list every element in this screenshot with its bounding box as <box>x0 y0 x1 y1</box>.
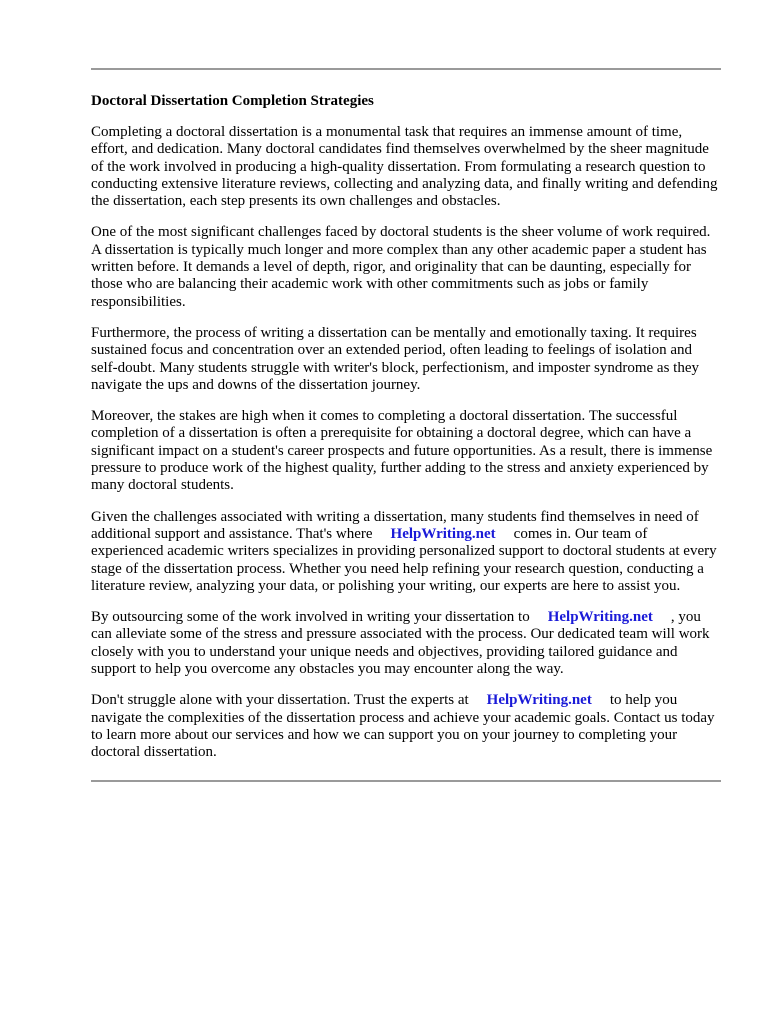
paragraph-7-text-before: Don't struggle alone with your dissertation. Trust the experts at <box>91 692 469 709</box>
paragraph-7 <box>91 692 721 761</box>
document-page <box>91 0 721 782</box>
document-title: Doctoral Dissertation Completion Strategies <box>91 93 374 109</box>
paragraph-6-text-after: , you can alleviate some of the stress and pressure associated with the process. Our dedicated team will work closely with you to understand your unique needs and objectives, providing tailored guidance and support to help you overcome any obstacles you may encounter along the way. <box>91 609 710 678</box>
paragraph-5-text-after: comes in. Our team of experienced academic writers specializes in providing personalized support to doctoral students at every stage of the dissertation process. Whether you need help refining your research question, conducting a literature review, analyzing your data, or polishing your writing, our experts are here to assist you. <box>91 525 717 594</box>
paragraph-7-text-after: to help you navigate the complexities of the dissertation process and achieve your academic goals. Contact us today to learn more about our services and how we can support you on your journey to completing your doctoral dissertation. <box>91 692 715 761</box>
bottom-divider <box>91 780 721 782</box>
top-divider <box>91 68 721 70</box>
paragraph-3: Furthermore, the process of writing a dissertation can be mentally and emotionally taxing. It requires sustained focus and concentration over an extended period, often leading to feelings of isolation and self-doubt. Many students struggle with writer's block, perfectionism, and imposter syndrome as they navigate the ups and downs of the dissertation journey. <box>91 324 700 393</box>
paragraph-6 <box>91 609 721 678</box>
helpwriting-link-1[interactable]: HelpWriting.net <box>390 525 496 542</box>
paragraph-4: Moreover, the stakes are high when it comes to completing a doctoral dissertation. The successful completion of a dissertation is often a prerequisite for obtaining a doctoral degree, which can have a significant impact on a student's career prospects and future opportunities. As a result, there is immense pressure to produce work of the highest quality, further adding to the stress and anxiety experienced by many doctoral students. <box>91 408 713 494</box>
paragraph-5-text-before: Given the challenges associated with writing a dissertation, many students find themselves in need of additional support and assistance. That's where <box>91 508 699 542</box>
paragraph-5 <box>91 509 721 595</box>
helpwriting-link-2[interactable]: HelpWriting.net <box>547 609 653 626</box>
paragraph-1: Completing a doctoral dissertation is a monumental task that requires an immense amount of time, effort, and dedication. Many doctoral candidates find themselves overwhelmed by the sheer magnitude of the work involved in producing a high-quality dissertation. From formulating a research question to conducting extensive literature reviews, collecting and analyzing data, and finally writing and defending the dissertation, each step presents its own challenges and obstacles. <box>91 124 718 210</box>
helpwriting-link-3[interactable]: HelpWriting.net <box>486 692 592 709</box>
paragraph-2: One of the most significant challenges faced by doctoral students is the sheer volume of work required. A dissertation is typically much longer and more complex than any other academic paper a student has written before. It demands a level of depth, rigor, and originality that can be daunting, especially for those who are balancing their academic work with other commitments such as jobs or family responsibilities. <box>91 224 711 310</box>
paragraph-6-text-before: By outsourcing some of the work involved in writing your dissertation to <box>91 609 530 626</box>
